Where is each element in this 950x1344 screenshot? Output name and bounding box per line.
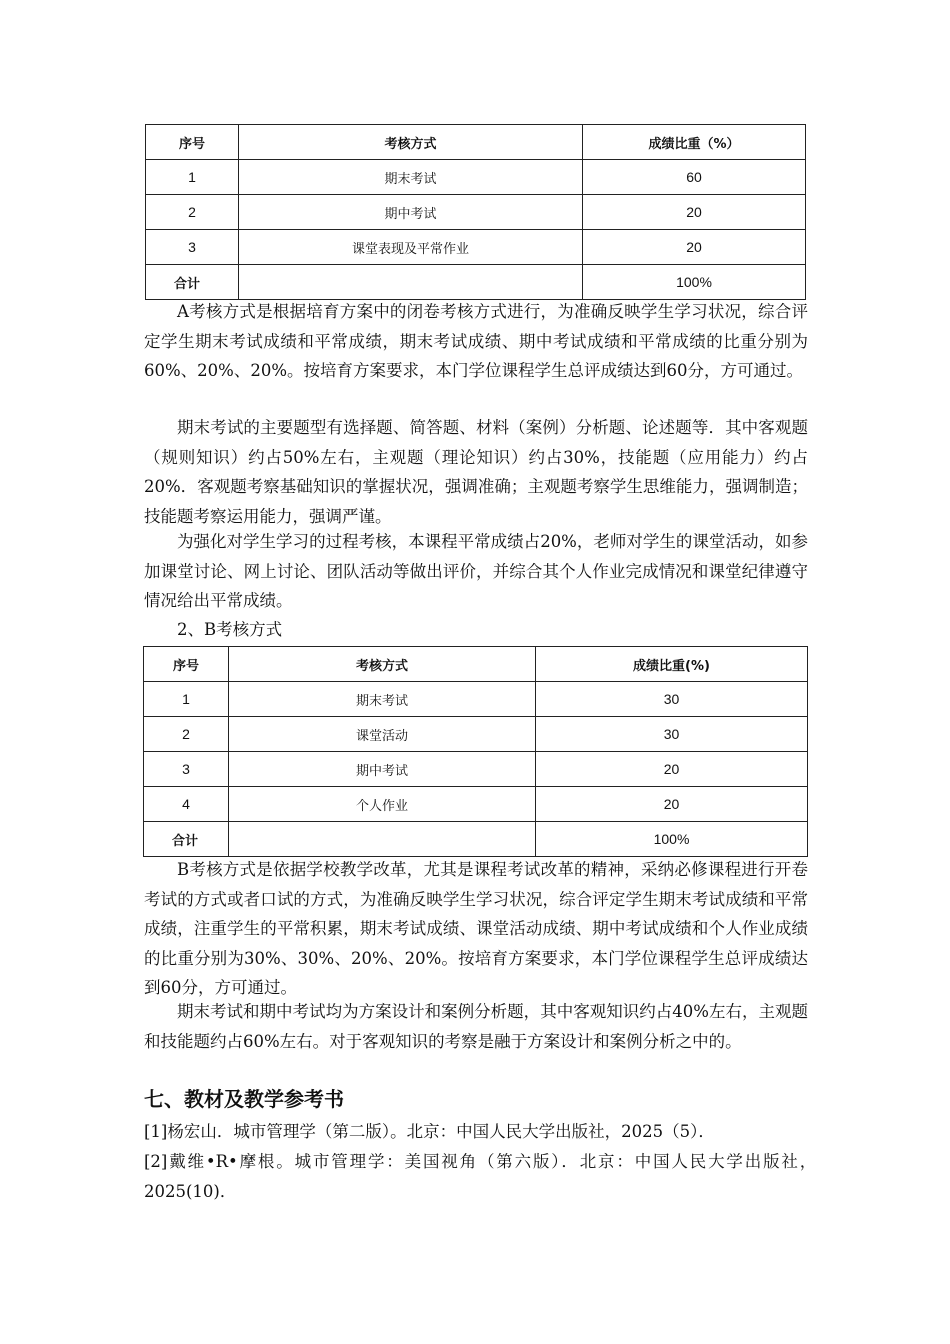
total-value: 100% [583,265,806,300]
reference-item: [2]戴维•R•摩根。城市管理学：美国视角（第六版）．北京：中国人民大学出版社， 2025(10)． [144,1152,825,1201]
header-cell: 序号 [144,647,229,682]
table-cell: 2 [144,717,229,752]
paragraph-a-process: 为强化对学生学习的过程考核，本课程平常成绩占20%，老师对学生的课堂活动，如参加课堂讨论、网上讨论、团队活动等做出评价，并综合其个人作业完成情况和课堂纪律遵守情况给出平常成绩。 [144,532,808,610]
table-row [144,682,808,717]
section-7-heading: 七、教材及教学参考书 [144,1087,344,1111]
table-cell: 期末考试 [229,682,536,717]
table-cell: 1 [144,682,229,717]
table-cell: 20 [583,230,806,265]
table-row [146,160,806,195]
table-cell: 期中考试 [229,752,536,787]
table-cell: 期末考试 [239,160,583,195]
total-value: 100% [536,822,808,857]
paragraph-b-method: B考核方式是依据学校教学改革，尤其是课程考试改革的精神，采纳必修课程进行开卷考试的方式或者口试的方式，为准确反映学生学习状况，综合评定学生期末考试成绩和平常成绩，注重学生的平常积累，期末考试成绩、课堂活动成绩、期中考试成绩和个人作业成绩的比重分别为30%、30%、20%、20%。按培育方案要求，本门学位课程学生总评成绩达到60分，方可通过。 [144,860,808,997]
table-cell: 课堂活动 [229,717,536,752]
table-cell: 1 [146,160,239,195]
reference-item: [1]杨宏山．城市管理学（第二版）。北京：中国人民大学出版社，2025（5）． [144,1122,715,1141]
table-header-row [146,125,806,160]
header-cell: 成绩比重（%） [583,125,806,160]
table-row [144,752,808,787]
table-cell: 20 [536,752,808,787]
table-cell [229,822,536,857]
table-total-row [146,265,806,300]
paragraph-a-final-exam: 期末考试的主要题型有选择题、简答题、材料（案例）分析题、论述题等．其中客观题（规则知识）约占50%左右，主观题（理论知识）约占30%，技能题（应用能力）约占20%．客观题考察基础知识的掌握状况，强调准确；主观题考察学生思维能力，强调制造；技能题考察运用能力，强调严谨。 [144,418,808,526]
table-cell [239,265,583,300]
table-total-row [144,822,808,857]
assessment-table-b [143,646,808,857]
table-cell: 2 [146,195,239,230]
table-cell: 20 [536,787,808,822]
total-label: 合计 [144,822,229,857]
table-cell: 60 [583,160,806,195]
paragraph-b-exam: 期末考试和期中考试均为方案设计和案例分析题，其中客观知识约占40%左右，主观题和技能题约占60%左右。对于客观知识的考察是融于方案设计和案例分析之中的。 [144,1002,808,1051]
table-row [144,717,808,752]
table-cell: 期中考试 [239,195,583,230]
paragraph-a-method: A考核方式是根据培育方案中的闭卷考核方式进行，为准确反映学生学习状况，综合评定学生期末考试成绩和平常成绩，期末考试成绩、期中考试成绩和平常成绩的比重分别为60%、20%、20%。按培育方案要求，本门学位课程学生总评成绩达到60分，方可通过。 [144,302,808,380]
header-cell: 序号 [146,125,239,160]
header-cell: 成绩比重(%) [536,647,808,682]
table-cell: 个人作业 [229,787,536,822]
header-cell: 考核方式 [229,647,536,682]
table-row [146,195,806,230]
table-cell: 课堂表现及平常作业 [239,230,583,265]
total-label: 合计 [146,265,239,300]
table-cell: 20 [583,195,806,230]
table-cell: 3 [144,752,229,787]
section-b-title: 2、B考核方式 [177,620,283,639]
table-cell: 30 [536,682,808,717]
table-row [146,230,806,265]
table-cell: 3 [146,230,239,265]
header-cell: 考核方式 [239,125,583,160]
assessment-table-a [145,124,806,300]
table-cell: 4 [144,787,229,822]
table-cell: 30 [536,717,808,752]
table-row [144,787,808,822]
table-header-row [144,647,808,682]
